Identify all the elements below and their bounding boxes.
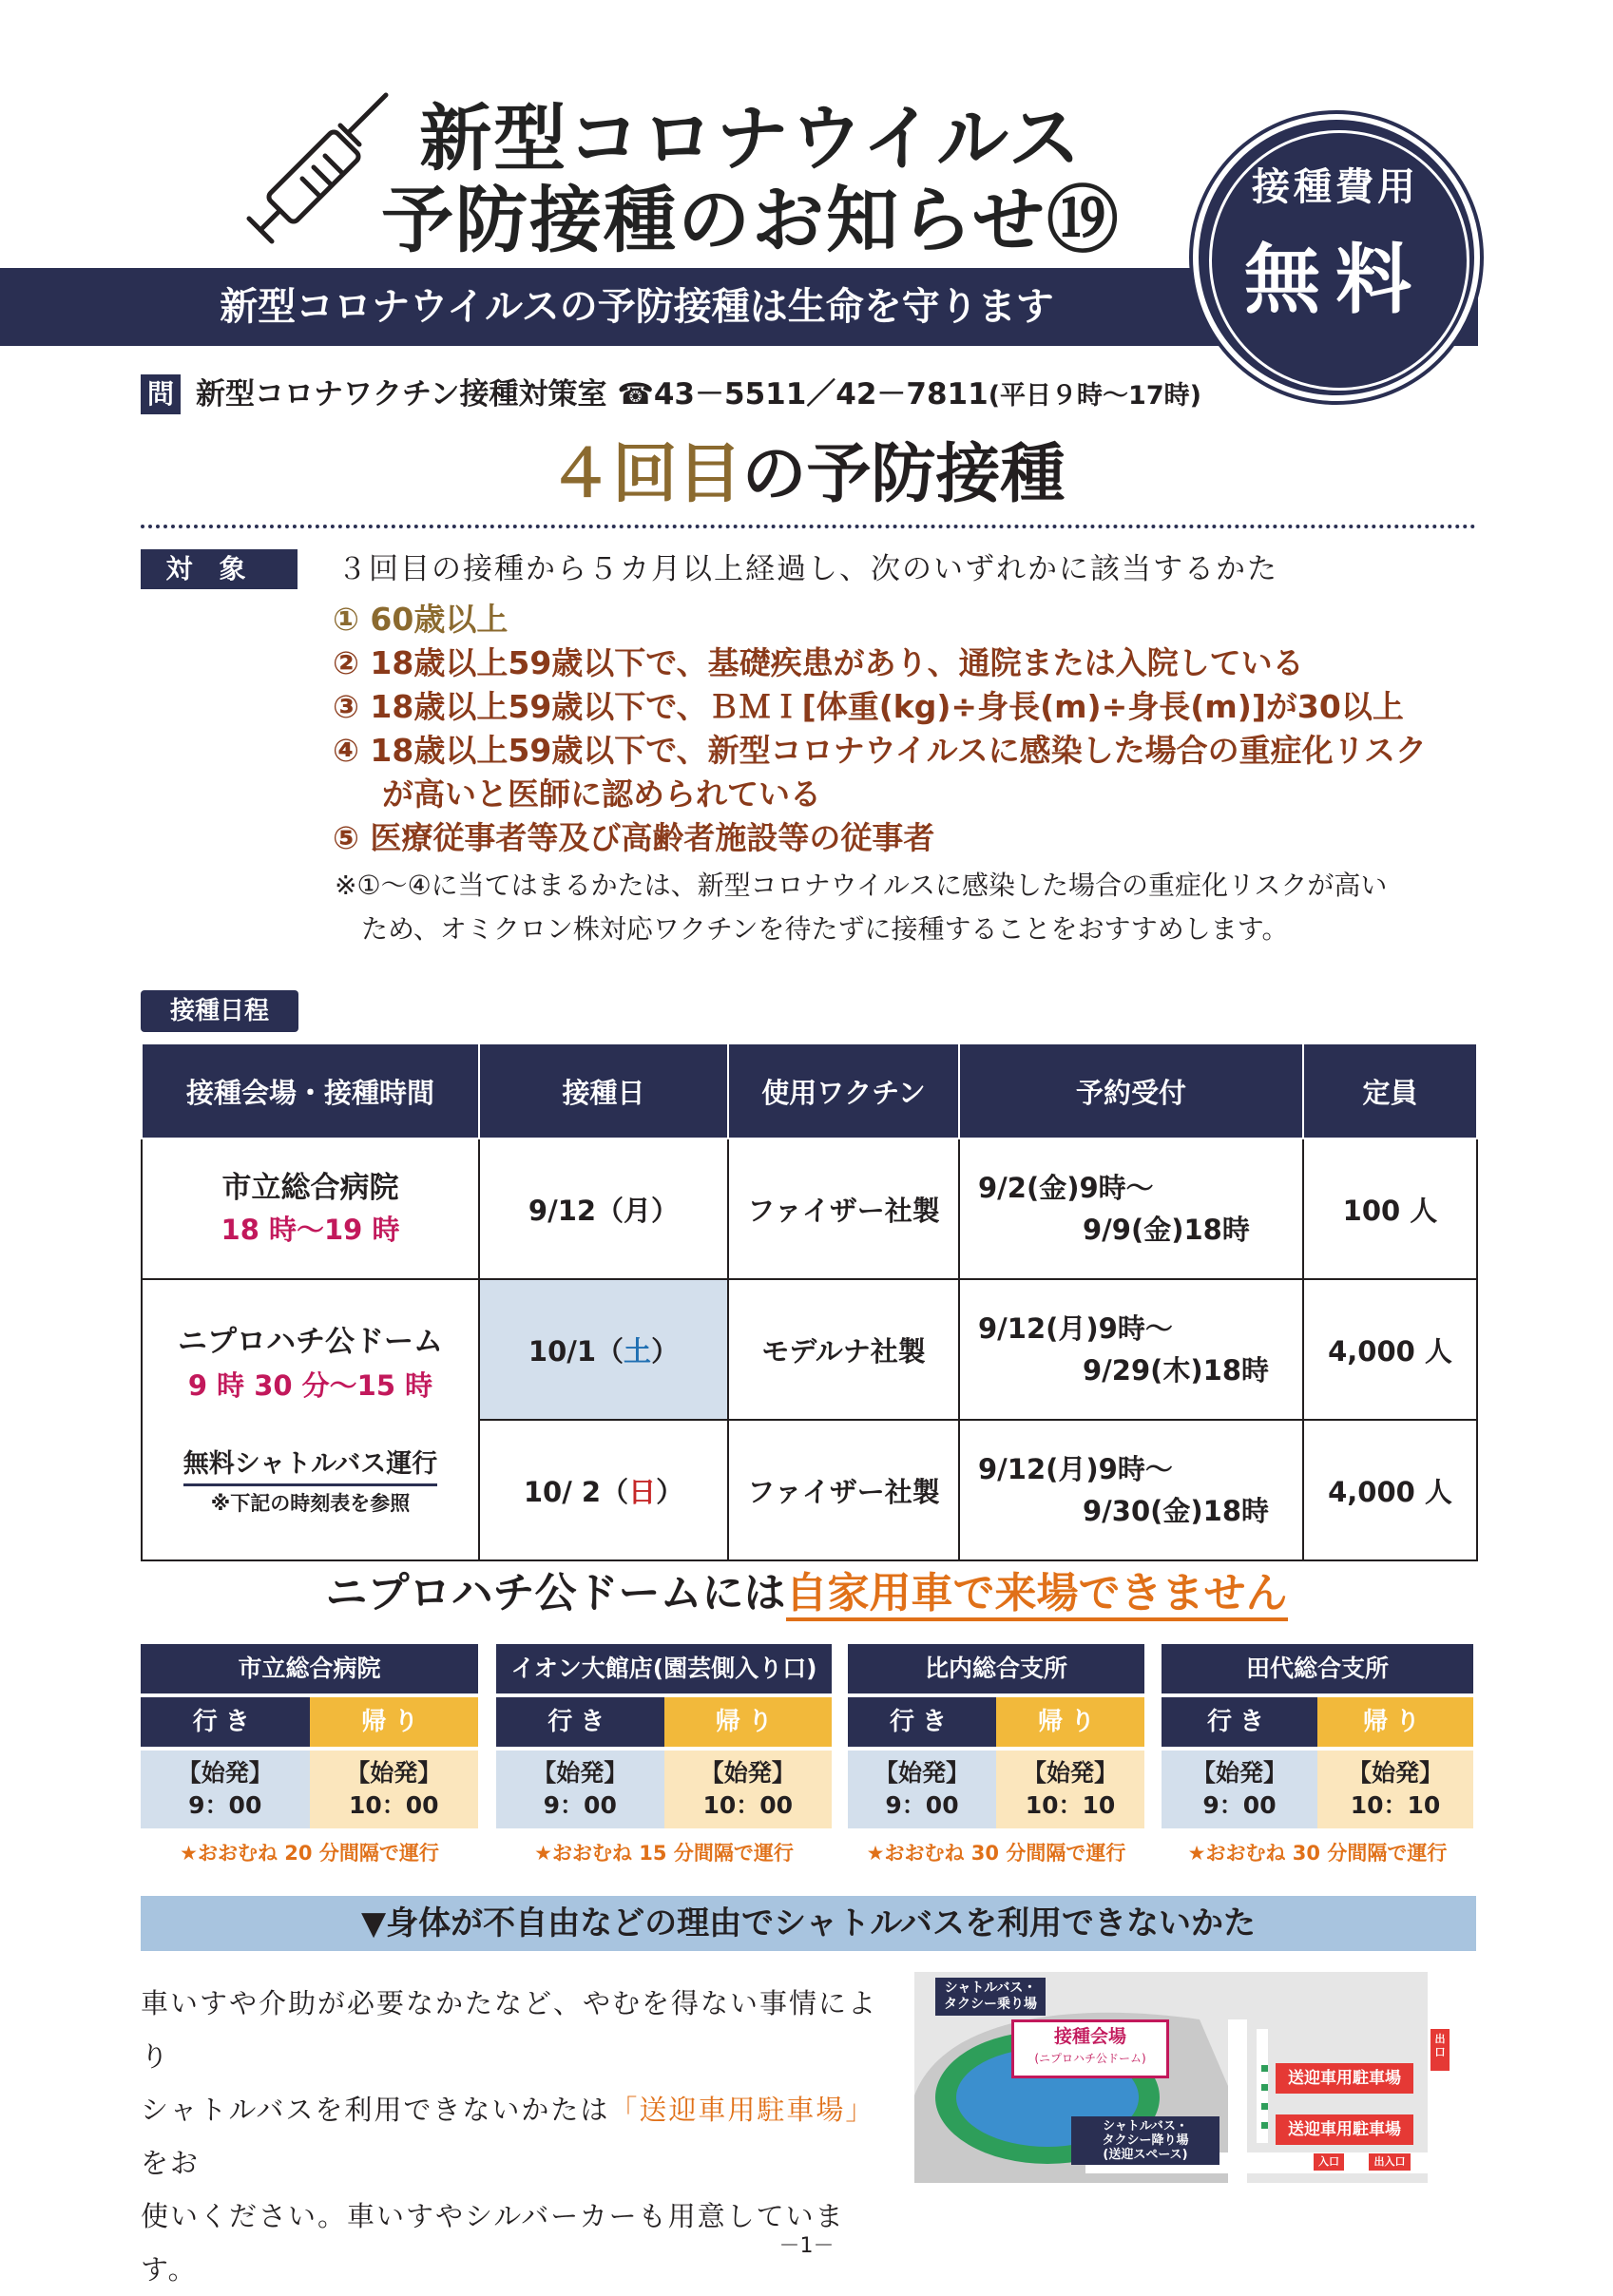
bus-back-value: 10：00 <box>348 1791 439 1819</box>
condition-5: ⑤ 医療従事者等及び高齢者施設等の従事者 <box>333 819 935 856</box>
dome-vaccine-2: ファイザー社製 <box>728 1420 959 1560</box>
header-booking: 予約受付 <box>959 1043 1303 1138</box>
bus-timetable-tashiro <box>1162 1644 1473 1865</box>
bus-back-value: 10：10 <box>1025 1791 1116 1819</box>
page-number: －1－ <box>778 2234 835 2258</box>
dome-name: ニプロハチ公ドーム <box>178 1324 443 1359</box>
bus-frequency: ★おおむね 30 分間隔で運行 <box>1187 1842 1448 1865</box>
map-parking-1: 送迎車用駐車場 <box>1276 2063 1413 2094</box>
map-dropoff-1: シャトルバス・ <box>1103 2119 1188 2133</box>
badge-line-1: 接種費用 <box>1252 165 1419 209</box>
dome-date-2-day: 日 <box>628 1475 657 1508</box>
dome-venue <box>142 1279 479 1560</box>
map-parking-2: 送迎車用駐車場 <box>1276 2114 1413 2145</box>
dotted-divider <box>141 525 1476 528</box>
bus-frequency: ★おおむね 15 分間隔で運行 <box>534 1842 794 1865</box>
table-row <box>142 1138 1477 1279</box>
section-title <box>0 432 1613 518</box>
bus-go-first: 【始発】 <box>532 1759 628 1787</box>
hospital-booking-start: 9/2(金)9時～ <box>978 1172 1154 1204</box>
warning-highlight: 自家用車で来場できません <box>786 1569 1288 1621</box>
condition-1: ① 60歳以上 <box>333 601 509 638</box>
dome-booking-2 <box>959 1420 1303 1560</box>
bus-go-time <box>848 1751 996 1828</box>
schedule-header-row <box>142 1043 1477 1138</box>
dome-booking-1-end: 9/29(木)18時 <box>1083 1354 1269 1387</box>
cannot-use-shuttle-title: ▼身体が不自由などの理由でシャトルバスを利用できないかた <box>141 1896 1476 1951</box>
bus-stop-name: 田代総合支所 <box>1162 1644 1473 1693</box>
map-venue <box>1011 2019 1169 2078</box>
badge-line-2: 無料 <box>1244 236 1427 324</box>
condition-4: ④ 18歳以上59歳以下で、新型コロナウイルスに感染した場合の重症化リスク <box>333 732 1427 769</box>
dome-date-2-post: ） <box>656 1475 684 1508</box>
schedule-label: 接種日程 <box>141 990 298 1032</box>
bus-back-label: 帰り <box>1317 1697 1473 1747</box>
section-title-number: ４回目 <box>547 437 742 512</box>
header-capacity: 定員 <box>1303 1043 1477 1138</box>
bus-back-label: 帰り <box>664 1697 833 1747</box>
map-bus-pickup <box>935 1978 1046 2016</box>
hospital-capacity: 100 人 <box>1303 1138 1477 1279</box>
bus-back-label: 帰り <box>310 1697 479 1747</box>
bus-go-value: 9：00 <box>885 1791 959 1819</box>
bus-frequency: ★おおむね 20 分間隔で運行 <box>180 1842 439 1865</box>
bus-back-time <box>1317 1751 1473 1828</box>
hospital-venue <box>142 1138 479 1279</box>
dome-booking-1 <box>959 1279 1303 1420</box>
hospital-booking <box>959 1138 1303 1279</box>
cannot-use-line-2-highlight: 「送迎車用駐車場」 <box>609 2094 875 2126</box>
hospital-date: 9/12（月） <box>479 1138 728 1279</box>
bus-back-value: 10：10 <box>1350 1791 1441 1819</box>
bus-go-label: 行き <box>141 1697 310 1747</box>
inquiry-contact: 新型コロナワクチン接種対策室 ☎43－5511／42－7811 <box>196 377 989 411</box>
bus-back-first: 【始発】 <box>700 1759 796 1787</box>
map-dropoff <box>1071 2116 1219 2165</box>
hospital-booking-end: 9/9(金)18時 <box>1083 1214 1250 1246</box>
bus-back-time <box>664 1751 833 1828</box>
inquiry-hours: (平日９時～17時) <box>988 381 1201 411</box>
bus-go-label: 行き <box>848 1697 996 1747</box>
bus-back-label: 帰り <box>996 1697 1144 1747</box>
map-venue-name: 接種会場 <box>1053 2026 1126 2047</box>
cannot-use-line-3: 使いください。車いすやシルバーカーも用意しています。 <box>141 2200 845 2286</box>
dome-booking-2-end: 9/30(金)18時 <box>1083 1495 1269 1527</box>
map-exit: 出口 <box>1431 2029 1450 2071</box>
dome-date-1-post: ） <box>651 1334 680 1368</box>
header-venue: 接種会場・接種時間 <box>142 1043 479 1138</box>
table-row <box>142 1279 1477 1420</box>
bus-go-value: 9：00 <box>188 1791 262 1819</box>
dome-shuttle-note: ※下記の時刻表を参照 <box>210 1491 411 1515</box>
bus-go-value: 9：00 <box>1202 1791 1277 1819</box>
warning-prefix: ニプロハチ公ドームには <box>325 1569 786 1617</box>
hospital-vaccine: ファイザー社製 <box>728 1138 959 1279</box>
dome-date-2-pre: 10/ 2（ <box>523 1475 629 1508</box>
inquiry-text <box>196 373 1201 417</box>
condition-2: ② 18歳以上59歳以下で、基礎疾患があり、通院または入院している <box>333 644 1304 681</box>
map-venue-sub: (ニプロハチ公ドーム) <box>1034 2052 1146 2065</box>
title-line-1: 新型コロナウイルス <box>419 96 1083 181</box>
target-text: ３回目の接種から５カ月以上経過し、次のいずれかに該当するかた <box>337 552 1278 586</box>
map-exit-entrance: 出入口 <box>1369 2153 1411 2171</box>
dome-date-1-day: 土 <box>624 1334 652 1368</box>
bus-go-first: 【始発】 <box>177 1759 273 1787</box>
bus-go-value: 9：00 <box>543 1791 617 1819</box>
venue-map <box>914 1972 1454 2183</box>
bus-go-label: 行き <box>496 1697 664 1747</box>
cannot-use-line-1: 車いすや介助が必要なかたなど、やむを得ない事情により <box>141 1987 878 2073</box>
dome-date-2 <box>479 1420 728 1560</box>
bus-go-first: 【始発】 <box>874 1759 970 1787</box>
section-title-rest: の予防接種 <box>741 437 1066 512</box>
target-label: 対象 <box>141 549 298 589</box>
bus-timetable-hinai <box>848 1644 1144 1865</box>
bus-back-value: 10：00 <box>702 1791 794 1819</box>
target-note-2: ため、オミクロン株対応ワクチンを待たずに接種することをおすすめします。 <box>361 913 1289 945</box>
bus-timetable-hospital <box>141 1644 478 1865</box>
condition-4-cont: が高いと医師に認められている <box>382 775 821 813</box>
schedule-table <box>141 1043 1478 1561</box>
condition-3: ③ 18歳以上59歳以下で、ＢＭＩ[体重(kg)÷身長(m)÷身長(m)]が30以上 <box>333 688 1404 725</box>
dome-booking-1-start: 9/12(月)9時～ <box>978 1312 1173 1345</box>
bus-back-first: 【始発】 <box>1347 1759 1443 1787</box>
title-line-2: 予防接種のお知らせ⑲ <box>381 178 1121 262</box>
bus-go-time <box>1162 1751 1317 1828</box>
no-car-warning <box>0 1563 1613 1624</box>
cannot-use-line-2-pre: シャトルバスを利用できないかたは <box>141 2094 610 2126</box>
dome-booking-2-start: 9/12(月)9時～ <box>978 1453 1173 1485</box>
dome-time: 9 時 30 分～15 時 <box>187 1368 433 1402</box>
map-entrance: 入口 <box>1314 2153 1344 2171</box>
bus-stop-name: 比内総合支所 <box>848 1644 1144 1693</box>
bus-go-first: 【始発】 <box>1191 1759 1287 1787</box>
dome-date-1-pre: 10/1（ <box>528 1334 624 1368</box>
inquiry-mark: 問 <box>141 374 181 414</box>
banner-text: 新型コロナウイルスの予防接種は生命を守ります <box>220 285 1054 329</box>
dome-date-1 <box>479 1279 728 1420</box>
bus-go-time <box>496 1751 664 1828</box>
cannot-use-line-2-post: をお <box>141 2147 201 2179</box>
map-dropoff-3: (送迎スペース) <box>1103 2148 1188 2162</box>
bus-timetable-aeon <box>496 1644 832 1865</box>
bus-stop-name: イオン大館店(園芸側入り口) <box>496 1644 832 1693</box>
dome-capacity-2: 4,000 人 <box>1303 1420 1477 1560</box>
bus-back-first: 【始発】 <box>1022 1759 1118 1787</box>
bus-stop-name: 市立総合病院 <box>141 1644 478 1693</box>
bus-frequency: ★おおむね 30 分間隔で運行 <box>866 1842 1126 1865</box>
target-note-1: ※①～④に当てはまるかたは、新型コロナウイルスに感染した場合の重症化リスクが高い <box>335 870 1388 901</box>
bus-back-time <box>996 1751 1144 1828</box>
bus-go-time <box>141 1751 310 1828</box>
dome-capacity-1: 4,000 人 <box>1303 1279 1477 1420</box>
dome-vaccine-1: モデルナ社製 <box>728 1279 959 1420</box>
bus-back-time <box>310 1751 479 1828</box>
map-bus-pickup-text: シャトルバス・ タクシー乗り場 <box>944 1980 1037 2012</box>
cannot-use-line-2 <box>141 2083 892 2190</box>
map-dropoff-2: タクシー降り場 <box>1102 2133 1189 2148</box>
header-date: 接種日 <box>479 1043 728 1138</box>
hospital-name: 市立総合病院 <box>221 1171 399 1205</box>
dome-shuttle: 無料シャトルバス運行 <box>183 1445 438 1486</box>
header-vaccine: 使用ワクチン <box>728 1043 959 1138</box>
hospital-time: 18 時～19 時 <box>221 1214 400 1246</box>
bus-back-first: 【始発】 <box>346 1759 442 1787</box>
bus-go-label: 行き <box>1162 1697 1317 1747</box>
